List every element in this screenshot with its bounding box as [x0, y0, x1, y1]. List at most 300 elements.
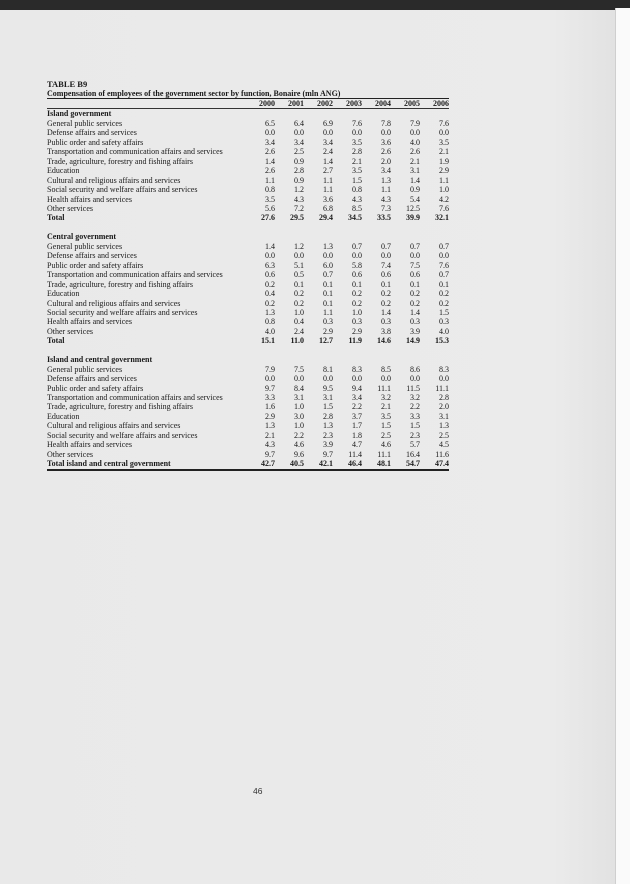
- value-cell: 1.0: [439, 185, 449, 195]
- row-label: Transportation and communication affairs and services: [47, 270, 223, 280]
- total-row: [47, 459, 449, 469]
- total-value: 14.9: [406, 336, 420, 346]
- value-cell: 2.0: [439, 402, 449, 412]
- total-value: 15.1: [261, 336, 275, 346]
- year-header: 2004: [362, 99, 391, 109]
- value-cell: 0.2: [439, 289, 449, 299]
- value-cell: 3.9: [323, 440, 333, 450]
- row-label: Defense affairs and services: [47, 251, 137, 261]
- value-cell: 2.1: [439, 147, 449, 157]
- value-cell: 4.0: [265, 326, 275, 336]
- value-cell: 0.9: [294, 156, 304, 166]
- row-label: Other services: [47, 203, 93, 213]
- row-label: Defense affairs and services: [47, 374, 137, 384]
- value-cell: 0.0: [265, 251, 275, 261]
- page-number: 46: [253, 786, 263, 796]
- value-cell: 0.1: [323, 289, 333, 299]
- total-value: 29.4: [319, 213, 333, 223]
- table-row: [47, 204, 449, 213]
- value-cell: 3.3: [265, 393, 275, 403]
- value-cell: 3.2: [410, 393, 420, 403]
- row-label: Social security and welfare affairs and services: [47, 430, 198, 440]
- value-cell: 6.8: [323, 203, 333, 213]
- value-cell: 7.6: [439, 203, 449, 213]
- value-cell: 2.5: [294, 147, 304, 157]
- value-cell: 4.3: [294, 194, 304, 204]
- value-cell: 0.1: [323, 298, 333, 308]
- value-cell: 2.9: [265, 411, 275, 421]
- value-cell: 0.0: [381, 251, 391, 261]
- value-cell: 1.7: [352, 421, 362, 431]
- value-cell: 0.2: [352, 289, 362, 299]
- value-cell: 7.2: [294, 203, 304, 213]
- value-cell: 0.0: [352, 128, 362, 138]
- section-heading-row: [47, 355, 449, 364]
- value-cell: 0.0: [294, 128, 304, 138]
- value-cell: 2.6: [265, 147, 275, 157]
- value-cell: 0.1: [323, 279, 333, 289]
- table-row: [47, 270, 449, 279]
- spacer: [47, 346, 449, 355]
- table-row: [47, 157, 449, 166]
- table-row: [47, 450, 449, 459]
- table-row: [47, 166, 449, 175]
- section-heading: Island government: [47, 109, 112, 119]
- value-cell: 0.2: [381, 298, 391, 308]
- value-cell: 7.8: [381, 118, 391, 128]
- value-cell: 4.6: [381, 440, 391, 450]
- row-label: Cultural and religious affairs and services: [47, 421, 181, 431]
- value-cell: 1.1: [323, 185, 333, 195]
- value-cell: 0.8: [352, 185, 362, 195]
- value-cell: 1.2: [294, 241, 304, 251]
- row-label: Education: [47, 166, 80, 176]
- value-cell: 1.4: [381, 307, 391, 317]
- value-cell: 1.0: [352, 307, 362, 317]
- total-value: 48.1: [362, 459, 391, 469]
- value-cell: 0.8: [265, 185, 275, 195]
- value-cell: 11.1: [377, 449, 391, 459]
- scan-right-edge: [615, 8, 630, 884]
- value-cell: 1.3: [265, 307, 275, 317]
- value-cell: 0.4: [294, 317, 304, 327]
- value-cell: 7.5: [294, 364, 304, 374]
- value-cell: 0.9: [410, 185, 420, 195]
- value-cell: 6.0: [323, 260, 333, 270]
- value-cell: 0.2: [439, 298, 449, 308]
- table-row: [47, 412, 449, 421]
- value-cell: 1.5: [439, 307, 449, 317]
- table-row: [47, 440, 449, 449]
- table-b9: [47, 80, 449, 471]
- value-cell: 0.2: [381, 289, 391, 299]
- value-cell: 2.3: [410, 430, 420, 440]
- value-cell: 4.2: [439, 194, 449, 204]
- value-cell: 7.5: [410, 260, 420, 270]
- value-cell: 1.1: [323, 307, 333, 317]
- value-cell: 1.0: [294, 402, 304, 412]
- table-row: [47, 195, 449, 204]
- value-cell: 0.1: [410, 279, 420, 289]
- value-cell: 3.3: [410, 411, 420, 421]
- total-label: Total: [47, 336, 65, 346]
- value-cell: 2.6: [265, 166, 275, 176]
- value-cell: 0.4: [265, 289, 275, 299]
- value-cell: 0.5: [294, 270, 304, 280]
- value-cell: 0.6: [265, 270, 275, 280]
- value-cell: 0.2: [410, 298, 420, 308]
- total-value: 40.5: [275, 459, 304, 469]
- row-label: Trade, agriculture, forestry and fishing affairs: [47, 279, 193, 289]
- value-cell: 8.5: [381, 364, 391, 374]
- value-cell: 4.5: [439, 440, 449, 450]
- value-cell: 3.5: [439, 137, 449, 147]
- spacer-row: [47, 223, 449, 232]
- year-header: 2001: [275, 99, 304, 109]
- table-row: [47, 176, 449, 185]
- value-cell: 2.0: [381, 156, 391, 166]
- row-label: Public order and safety affairs: [47, 137, 144, 147]
- spacer: [47, 223, 449, 232]
- value-cell: 0.7: [410, 241, 420, 251]
- value-cell: 0.2: [294, 289, 304, 299]
- value-cell: 0.0: [352, 251, 362, 261]
- value-cell: 1.5: [381, 421, 391, 431]
- value-cell: 0.3: [352, 317, 362, 327]
- value-cell: 0.2: [294, 298, 304, 308]
- value-cell: 0.0: [439, 128, 449, 138]
- value-cell: 1.9: [439, 156, 449, 166]
- row-label: Health affairs and services: [47, 440, 132, 450]
- value-cell: 2.4: [294, 326, 304, 336]
- value-cell: 0.2: [265, 298, 275, 308]
- table-row: [47, 384, 449, 393]
- value-cell: 1.3: [439, 421, 449, 431]
- table-row: [47, 431, 449, 440]
- value-cell: 2.6: [381, 147, 391, 157]
- value-cell: 1.5: [410, 421, 420, 431]
- value-cell: 0.7: [439, 241, 449, 251]
- value-cell: 1.5: [323, 402, 333, 412]
- value-cell: 0.3: [439, 317, 449, 327]
- value-cell: 8.3: [439, 364, 449, 374]
- year-header: 2002: [304, 99, 333, 109]
- value-cell: 7.9: [265, 364, 275, 374]
- total-value: 54.7: [391, 459, 420, 469]
- scan-top-edge: [0, 0, 630, 10]
- value-cell: 4.7: [352, 440, 362, 450]
- table-row: [47, 421, 449, 430]
- value-cell: 0.0: [294, 251, 304, 261]
- value-cell: 1.3: [381, 175, 391, 185]
- row-label: General public services: [47, 241, 123, 251]
- value-cell: 7.9: [410, 118, 420, 128]
- value-cell: 5.1: [294, 260, 304, 270]
- row-label: Cultural and religious affairs and services: [47, 175, 181, 185]
- row-label: Health affairs and services: [47, 194, 132, 204]
- row-label: Public order and safety affairs: [47, 383, 144, 393]
- table-row: [47, 365, 449, 374]
- value-cell: 9.5: [323, 383, 333, 393]
- section-heading-row: [47, 232, 449, 241]
- row-label: Trade, agriculture, forestry and fishing affairs: [47, 156, 193, 166]
- table-row: [47, 317, 449, 326]
- year-header: 2006: [420, 99, 449, 109]
- value-cell: 6.9: [323, 118, 333, 128]
- value-cell: 0.7: [323, 270, 333, 280]
- value-cell: 3.5: [265, 194, 275, 204]
- total-value: 11.9: [348, 336, 362, 346]
- value-cell: 3.5: [352, 137, 362, 147]
- value-cell: 1.4: [265, 241, 275, 251]
- value-cell: 3.5: [381, 411, 391, 421]
- value-cell: 11.1: [377, 383, 391, 393]
- value-cell: 0.7: [352, 241, 362, 251]
- value-cell: 2.1: [352, 156, 362, 166]
- row-label: Transportation and communication affairs and services: [47, 393, 223, 403]
- value-cell: 7.6: [439, 260, 449, 270]
- value-cell: 3.7: [352, 411, 362, 421]
- value-cell: 2.5: [381, 430, 391, 440]
- total-label: Total: [47, 213, 65, 223]
- value-cell: 0.3: [381, 317, 391, 327]
- value-cell: 1.3: [323, 241, 333, 251]
- value-cell: 1.4: [323, 156, 333, 166]
- value-cell: 0.2: [352, 298, 362, 308]
- total-value: 39.9: [406, 213, 420, 223]
- value-cell: 6.5: [265, 118, 275, 128]
- value-cell: 1.1: [439, 175, 449, 185]
- table-row: [47, 280, 449, 289]
- value-cell: 3.8: [381, 326, 391, 336]
- spacer-row: [47, 346, 449, 355]
- value-cell: 6.3: [265, 260, 275, 270]
- value-cell: 3.6: [323, 194, 333, 204]
- table-row: [47, 242, 449, 251]
- row-label: General public services: [47, 364, 123, 374]
- total-value: 32.1: [435, 213, 449, 223]
- value-cell: 3.6: [381, 137, 391, 147]
- value-cell: 1.4: [410, 175, 420, 185]
- value-cell: 2.2: [352, 402, 362, 412]
- value-cell: 0.0: [410, 128, 420, 138]
- row-label: Public order and safety affairs: [47, 260, 144, 270]
- value-cell: 5.8: [352, 260, 362, 270]
- value-cell: 2.2: [294, 430, 304, 440]
- total-value: 27.6: [261, 213, 275, 223]
- total-value: 34.5: [348, 213, 362, 223]
- value-cell: 3.1: [294, 393, 304, 403]
- row-label: Health affairs and services: [47, 317, 132, 327]
- value-cell: 0.0: [410, 374, 420, 384]
- value-cell: 2.1: [381, 402, 391, 412]
- value-cell: 0.0: [323, 128, 333, 138]
- value-cell: 3.1: [439, 411, 449, 421]
- value-cell: 7.6: [439, 118, 449, 128]
- value-cell: 0.0: [294, 374, 304, 384]
- value-cell: 1.0: [294, 307, 304, 317]
- value-cell: 2.4: [323, 147, 333, 157]
- total-value: 14.6: [377, 336, 391, 346]
- value-cell: 9.7: [323, 449, 333, 459]
- value-cell: 1.5: [352, 175, 362, 185]
- value-cell: 0.8: [265, 317, 275, 327]
- value-cell: 0.0: [323, 374, 333, 384]
- table-row: [47, 147, 449, 156]
- value-cell: 0.0: [381, 128, 391, 138]
- value-cell: 1.3: [265, 421, 275, 431]
- value-cell: 0.0: [352, 374, 362, 384]
- value-cell: 4.6: [294, 440, 304, 450]
- total-row: [47, 213, 449, 222]
- row-label: Social security and welfare affairs and services: [47, 185, 198, 195]
- row-label: Cultural and religious affairs and services: [47, 298, 181, 308]
- value-cell: 11.5: [406, 383, 420, 393]
- table-row: [47, 261, 449, 270]
- value-cell: 2.1: [410, 156, 420, 166]
- value-cell: 3.4: [352, 393, 362, 403]
- total-value: 33.5: [377, 213, 391, 223]
- value-cell: 16.4: [406, 449, 420, 459]
- total-value: 29.5: [290, 213, 304, 223]
- total-value: 42.1: [304, 459, 333, 469]
- value-cell: 0.0: [265, 128, 275, 138]
- total-label: Total island and central government: [47, 459, 246, 469]
- value-cell: 0.1: [294, 279, 304, 289]
- value-cell: 3.9: [410, 326, 420, 336]
- section-heading: Central government: [47, 232, 117, 242]
- value-cell: 2.8: [352, 147, 362, 157]
- table-row: [47, 128, 449, 137]
- data-table: [47, 99, 449, 471]
- value-cell: 2.2: [410, 402, 420, 412]
- value-cell: 9.4: [352, 383, 362, 393]
- value-cell: 8.1: [323, 364, 333, 374]
- year-header: 2000: [246, 99, 275, 109]
- row-label: Other services: [47, 326, 93, 336]
- value-cell: 3.1: [323, 393, 333, 403]
- year-header: 2005: [391, 99, 420, 109]
- value-cell: 4.3: [265, 440, 275, 450]
- value-cell: 2.5: [439, 430, 449, 440]
- value-cell: 5.4: [410, 194, 420, 204]
- value-cell: 3.4: [294, 137, 304, 147]
- table-row: [47, 251, 449, 260]
- row-label: Education: [47, 289, 80, 299]
- value-cell: 7.3: [381, 203, 391, 213]
- value-cell: 0.2: [265, 279, 275, 289]
- value-cell: 12.5: [406, 203, 420, 213]
- value-cell: 0.7: [381, 241, 391, 251]
- table-row: [47, 138, 449, 147]
- table-row: [47, 327, 449, 336]
- value-cell: 1.4: [265, 156, 275, 166]
- value-cell: 7.4: [381, 260, 391, 270]
- row-label: Social security and welfare affairs and services: [47, 307, 198, 317]
- value-cell: 3.0: [294, 411, 304, 421]
- value-cell: 0.0: [439, 251, 449, 261]
- value-cell: 1.8: [352, 430, 362, 440]
- value-cell: 8.3: [352, 364, 362, 374]
- total-value: 15.3: [435, 336, 449, 346]
- section-heading-row: [47, 109, 449, 119]
- table-row: [47, 119, 449, 128]
- value-cell: 0.6: [381, 270, 391, 280]
- value-cell: 2.9: [323, 326, 333, 336]
- table-title: Compensation of employees of the government sector by function, Bonaire (mln ANG): [47, 89, 449, 99]
- value-cell: 3.2: [381, 393, 391, 403]
- row-label: Other services: [47, 449, 93, 459]
- value-cell: 0.0: [410, 251, 420, 261]
- row-label: Defense affairs and services: [47, 128, 137, 138]
- value-cell: 2.1: [265, 430, 275, 440]
- value-cell: 2.8: [323, 411, 333, 421]
- row-label: Trade, agriculture, forestry and fishing affairs: [47, 402, 193, 412]
- value-cell: 8.5: [352, 203, 362, 213]
- value-cell: 1.1: [265, 175, 275, 185]
- value-cell: 9.7: [265, 383, 275, 393]
- row-label: General public services: [47, 118, 123, 128]
- value-cell: 3.1: [410, 166, 420, 176]
- value-cell: 0.1: [352, 279, 362, 289]
- value-cell: 0.0: [323, 251, 333, 261]
- value-cell: 4.0: [439, 326, 449, 336]
- table-row: [47, 299, 449, 308]
- value-cell: 0.1: [439, 279, 449, 289]
- header-row: [47, 99, 449, 109]
- value-cell: 11.1: [435, 383, 449, 393]
- row-label: Transportation and communication affairs and services: [47, 147, 223, 157]
- value-cell: 2.3: [323, 430, 333, 440]
- table-row: [47, 393, 449, 402]
- table-row: [47, 185, 449, 194]
- value-cell: 11.6: [435, 449, 449, 459]
- value-cell: 0.0: [381, 374, 391, 384]
- value-cell: 2.7: [323, 166, 333, 176]
- value-cell: 0.1: [381, 279, 391, 289]
- value-cell: 0.0: [265, 374, 275, 384]
- value-cell: 0.7: [439, 270, 449, 280]
- value-cell: 1.0: [294, 421, 304, 431]
- value-cell: 3.4: [265, 137, 275, 147]
- value-cell: 1.3: [323, 421, 333, 431]
- total-value: 46.4: [333, 459, 362, 469]
- value-cell: 1.1: [323, 175, 333, 185]
- value-cell: 8.6: [410, 364, 420, 374]
- value-cell: 0.0: [439, 374, 449, 384]
- table-row: [47, 402, 449, 411]
- value-cell: 0.2: [410, 289, 420, 299]
- total-value: 12.7: [319, 336, 333, 346]
- value-cell: 9.7: [265, 449, 275, 459]
- value-cell: 3.4: [323, 137, 333, 147]
- value-cell: 0.6: [410, 270, 420, 280]
- value-cell: 1.6: [265, 402, 275, 412]
- value-cell: 1.1: [381, 185, 391, 195]
- value-cell: 5.7: [410, 440, 420, 450]
- value-cell: 2.8: [294, 166, 304, 176]
- value-cell: 1.4: [410, 307, 420, 317]
- table-row: [47, 289, 449, 298]
- table-row: [47, 374, 449, 383]
- row-label: Education: [47, 411, 80, 421]
- value-cell: 8.4: [294, 383, 304, 393]
- section-heading: Island and central government: [47, 355, 153, 365]
- value-cell: 4.0: [410, 137, 420, 147]
- value-cell: 0.3: [323, 317, 333, 327]
- value-cell: 5.6: [265, 203, 275, 213]
- total-row: [47, 336, 449, 345]
